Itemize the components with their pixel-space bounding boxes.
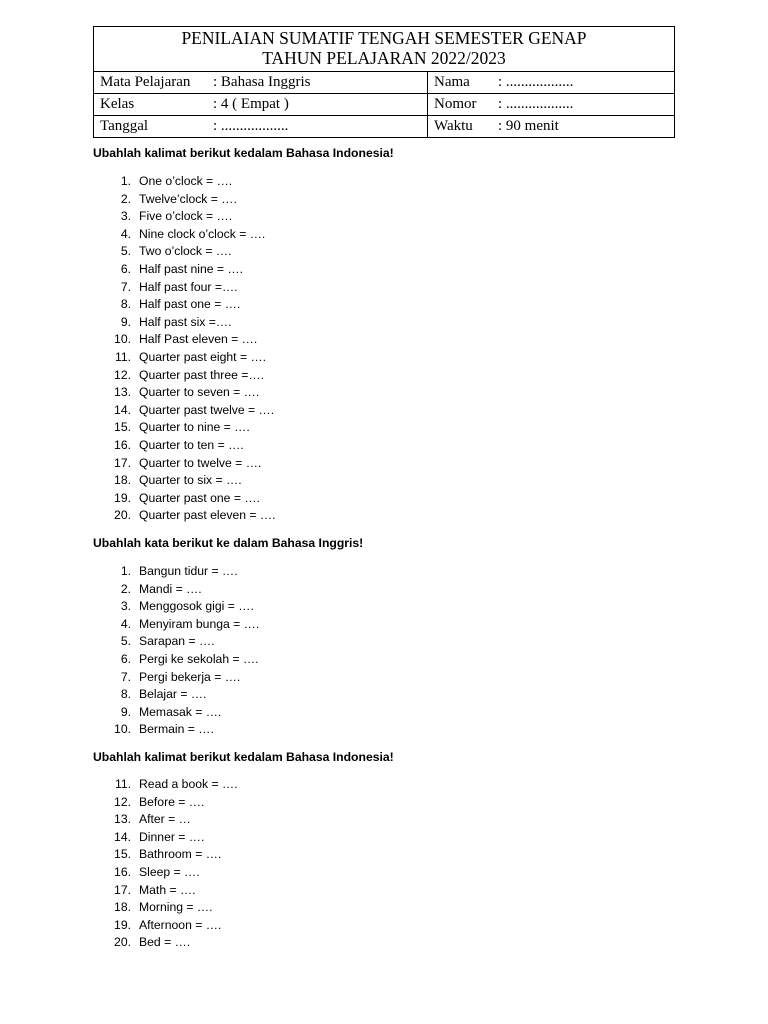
- section-3-heading: Ubahlah kalimat berikut kedalam Bahasa Indonesia!: [93, 750, 394, 764]
- question-item: [93, 651, 259, 669]
- question-item: [93, 829, 238, 847]
- question-item: [93, 208, 276, 226]
- question-item: [93, 191, 276, 209]
- question-text: Read a book = ….: [139, 777, 238, 791]
- question-number: 20.: [114, 935, 131, 950]
- question-number: 16.: [114, 864, 131, 879]
- question-number: 8.: [120, 297, 131, 312]
- question-text: Twelve’clock = ….: [139, 191, 237, 206]
- question-item: [93, 173, 276, 191]
- date-value: : ..................: [213, 118, 289, 134]
- class-cell: [94, 94, 428, 116]
- question-number: 7.: [120, 279, 131, 294]
- question-number: 10.: [114, 332, 131, 347]
- question-number: 19.: [114, 490, 131, 505]
- class-value: : 4 ( Empat ): [213, 96, 289, 112]
- info-row-date: [94, 116, 675, 138]
- class-label: Kelas: [100, 96, 135, 112]
- question-number: 12.: [114, 794, 131, 809]
- question-number: 17.: [114, 882, 131, 897]
- question-item: [93, 581, 259, 599]
- question-number: 18.: [114, 900, 131, 915]
- question-item: [93, 633, 259, 651]
- question-item: [93, 934, 238, 952]
- number-value: : ..................: [498, 96, 574, 112]
- question-number: 13.: [114, 385, 131, 400]
- question-number: 15.: [114, 420, 131, 435]
- question-item: [93, 279, 276, 297]
- question-text: Quarter to ten = ….: [139, 437, 244, 452]
- title-row: [94, 27, 675, 72]
- question-item: [93, 437, 276, 455]
- question-text: Afternoon = ….: [139, 917, 222, 932]
- question-text: Sarapan = ….: [139, 634, 215, 649]
- section-1-question-list: [93, 173, 276, 525]
- section-2-heading: Ubahlah kata berikut ke dalam Bahasa Inggris!: [93, 536, 364, 550]
- question-number: 4.: [120, 226, 131, 241]
- question-item: [93, 563, 259, 581]
- question-item: [93, 811, 238, 829]
- number-cell: [428, 94, 675, 116]
- question-item: [93, 261, 276, 279]
- question-number: 14.: [114, 402, 131, 417]
- question-item: [93, 686, 259, 704]
- question-number: 3.: [120, 599, 131, 614]
- question-text: Quarter to twelve = ….: [139, 455, 262, 470]
- question-text: Quarter past eleven = ….: [139, 508, 276, 523]
- name-label: Nama: [434, 74, 470, 90]
- question-text: Quarter to seven = ….: [139, 385, 260, 400]
- question-number: 5.: [120, 244, 131, 259]
- question-text: Quarter past twelve = ….: [139, 402, 275, 417]
- question-text: Half past six =….: [139, 314, 232, 329]
- question-number: 7.: [120, 669, 131, 684]
- info-row-subject: [94, 72, 675, 94]
- question-number: 17.: [114, 455, 131, 470]
- question-number: 1.: [120, 564, 131, 578]
- question-text: Bangun tidur = ….: [139, 564, 238, 578]
- question-item: [93, 419, 276, 437]
- question-number: 20.: [114, 508, 131, 523]
- question-item: [93, 669, 259, 687]
- question-item: [93, 296, 276, 314]
- question-text: Half past one = ….: [139, 297, 241, 312]
- question-number: 11.: [114, 349, 131, 364]
- name-cell: [428, 72, 675, 94]
- exam-title-line-1: PENILAIAN SUMATIF TENGAH SEMESTER GENAP: [181, 28, 587, 48]
- question-text: Five o’clock = ….: [139, 209, 233, 224]
- subject-label: Mata Pelajaran: [100, 74, 191, 90]
- question-text: Quarter past eight = ….: [139, 349, 267, 364]
- question-text: Before = ….: [139, 794, 205, 809]
- question-text: Quarter past one = ….: [139, 490, 260, 505]
- question-item: [93, 917, 238, 935]
- question-text: Sleep = ….: [139, 864, 200, 879]
- question-item: [93, 331, 276, 349]
- question-number: 8.: [120, 687, 131, 702]
- question-text: Quarter to nine = ….: [139, 420, 250, 435]
- question-item: [93, 349, 276, 367]
- question-number: 12.: [114, 367, 131, 382]
- number-label: Nomor: [434, 96, 477, 112]
- question-text: One o’clock = ….: [139, 174, 233, 188]
- question-number: 3.: [120, 209, 131, 224]
- exam-header-table: [93, 26, 675, 138]
- question-item: [93, 367, 276, 385]
- exam-title: [94, 27, 675, 72]
- question-number: 14.: [114, 829, 131, 844]
- time-value: : 90 menit: [498, 118, 559, 134]
- question-text: Bermain = ….: [139, 722, 214, 737]
- question-item: [93, 226, 276, 244]
- question-item: [93, 846, 238, 864]
- question-text: Bed = ….: [139, 935, 191, 950]
- question-number: 16.: [114, 437, 131, 452]
- question-text: Menggosok gigi = ….: [139, 599, 254, 614]
- question-item: [93, 882, 238, 900]
- question-item: [93, 704, 259, 722]
- question-number: 1.: [120, 174, 131, 188]
- question-number: 9.: [120, 704, 131, 719]
- question-text: After = …: [139, 812, 191, 827]
- question-text: Nine clock o’clock = ….: [139, 226, 266, 241]
- question-item: [93, 243, 276, 261]
- question-number: 5.: [120, 634, 131, 649]
- section-3-question-list: [93, 776, 238, 952]
- question-text: Menyiram bunga = ….: [139, 616, 260, 631]
- question-text: Pergi ke sekolah = ….: [139, 651, 259, 666]
- question-number: 19.: [114, 917, 131, 932]
- question-number: 4.: [120, 616, 131, 631]
- question-number: 11.: [114, 777, 131, 791]
- question-number: 6.: [120, 261, 131, 276]
- question-text: Memasak = ….: [139, 704, 222, 719]
- question-number: 10.: [114, 722, 131, 737]
- section-2-question-list: [93, 563, 259, 739]
- question-text: Pergi bekerja = ….: [139, 669, 241, 684]
- question-item: [93, 598, 259, 616]
- question-text: Bathroom = ….: [139, 847, 222, 862]
- question-item: [93, 402, 276, 420]
- date-label: Tanggal: [100, 118, 149, 134]
- question-text: Quarter past three =….: [139, 367, 264, 382]
- subject-value: : Bahasa Inggris: [213, 74, 311, 90]
- name-value: : ..................: [498, 74, 574, 90]
- question-text: Half Past eleven = ….: [139, 332, 258, 347]
- time-label: Waktu: [434, 118, 473, 134]
- question-item: [93, 721, 259, 739]
- question-text: Half past four =….: [139, 279, 238, 294]
- question-item: [93, 507, 276, 525]
- question-text: Belajar = ….: [139, 687, 207, 702]
- info-row-class: [94, 94, 675, 116]
- question-item: [93, 490, 276, 508]
- question-number: 2.: [120, 581, 131, 596]
- question-text: Half past nine = ….: [139, 261, 243, 276]
- question-item: [93, 455, 276, 473]
- subject-cell: [94, 72, 428, 94]
- question-number: 6.: [120, 651, 131, 666]
- question-item: [93, 794, 238, 812]
- question-text: Dinner = ….: [139, 829, 205, 844]
- question-item: [93, 899, 238, 917]
- question-text: Quarter to six = ….: [139, 473, 242, 488]
- time-cell: [428, 116, 675, 138]
- question-number: 9.: [120, 314, 131, 329]
- exam-title-line-2: TAHUN PELAJARAN 2022/2023: [262, 48, 506, 68]
- question-number: 13.: [114, 812, 131, 827]
- question-text: Math = ….: [139, 882, 196, 897]
- question-item: [93, 314, 276, 332]
- date-cell: [94, 116, 428, 138]
- question-number: 2.: [120, 191, 131, 206]
- question-item: [93, 864, 238, 882]
- question-text: Mandi = ….: [139, 581, 202, 596]
- question-item: [93, 616, 259, 634]
- question-item: [93, 776, 238, 794]
- question-text: Morning = ….: [139, 900, 213, 915]
- question-number: 15.: [114, 847, 131, 862]
- question-item: [93, 384, 276, 402]
- section-1-heading: Ubahlah kalimat berikut kedalam Bahasa Indonesia!: [93, 146, 394, 160]
- question-text: Two o’clock = ….: [139, 244, 232, 259]
- question-number: 18.: [114, 473, 131, 488]
- question-item: [93, 472, 276, 490]
